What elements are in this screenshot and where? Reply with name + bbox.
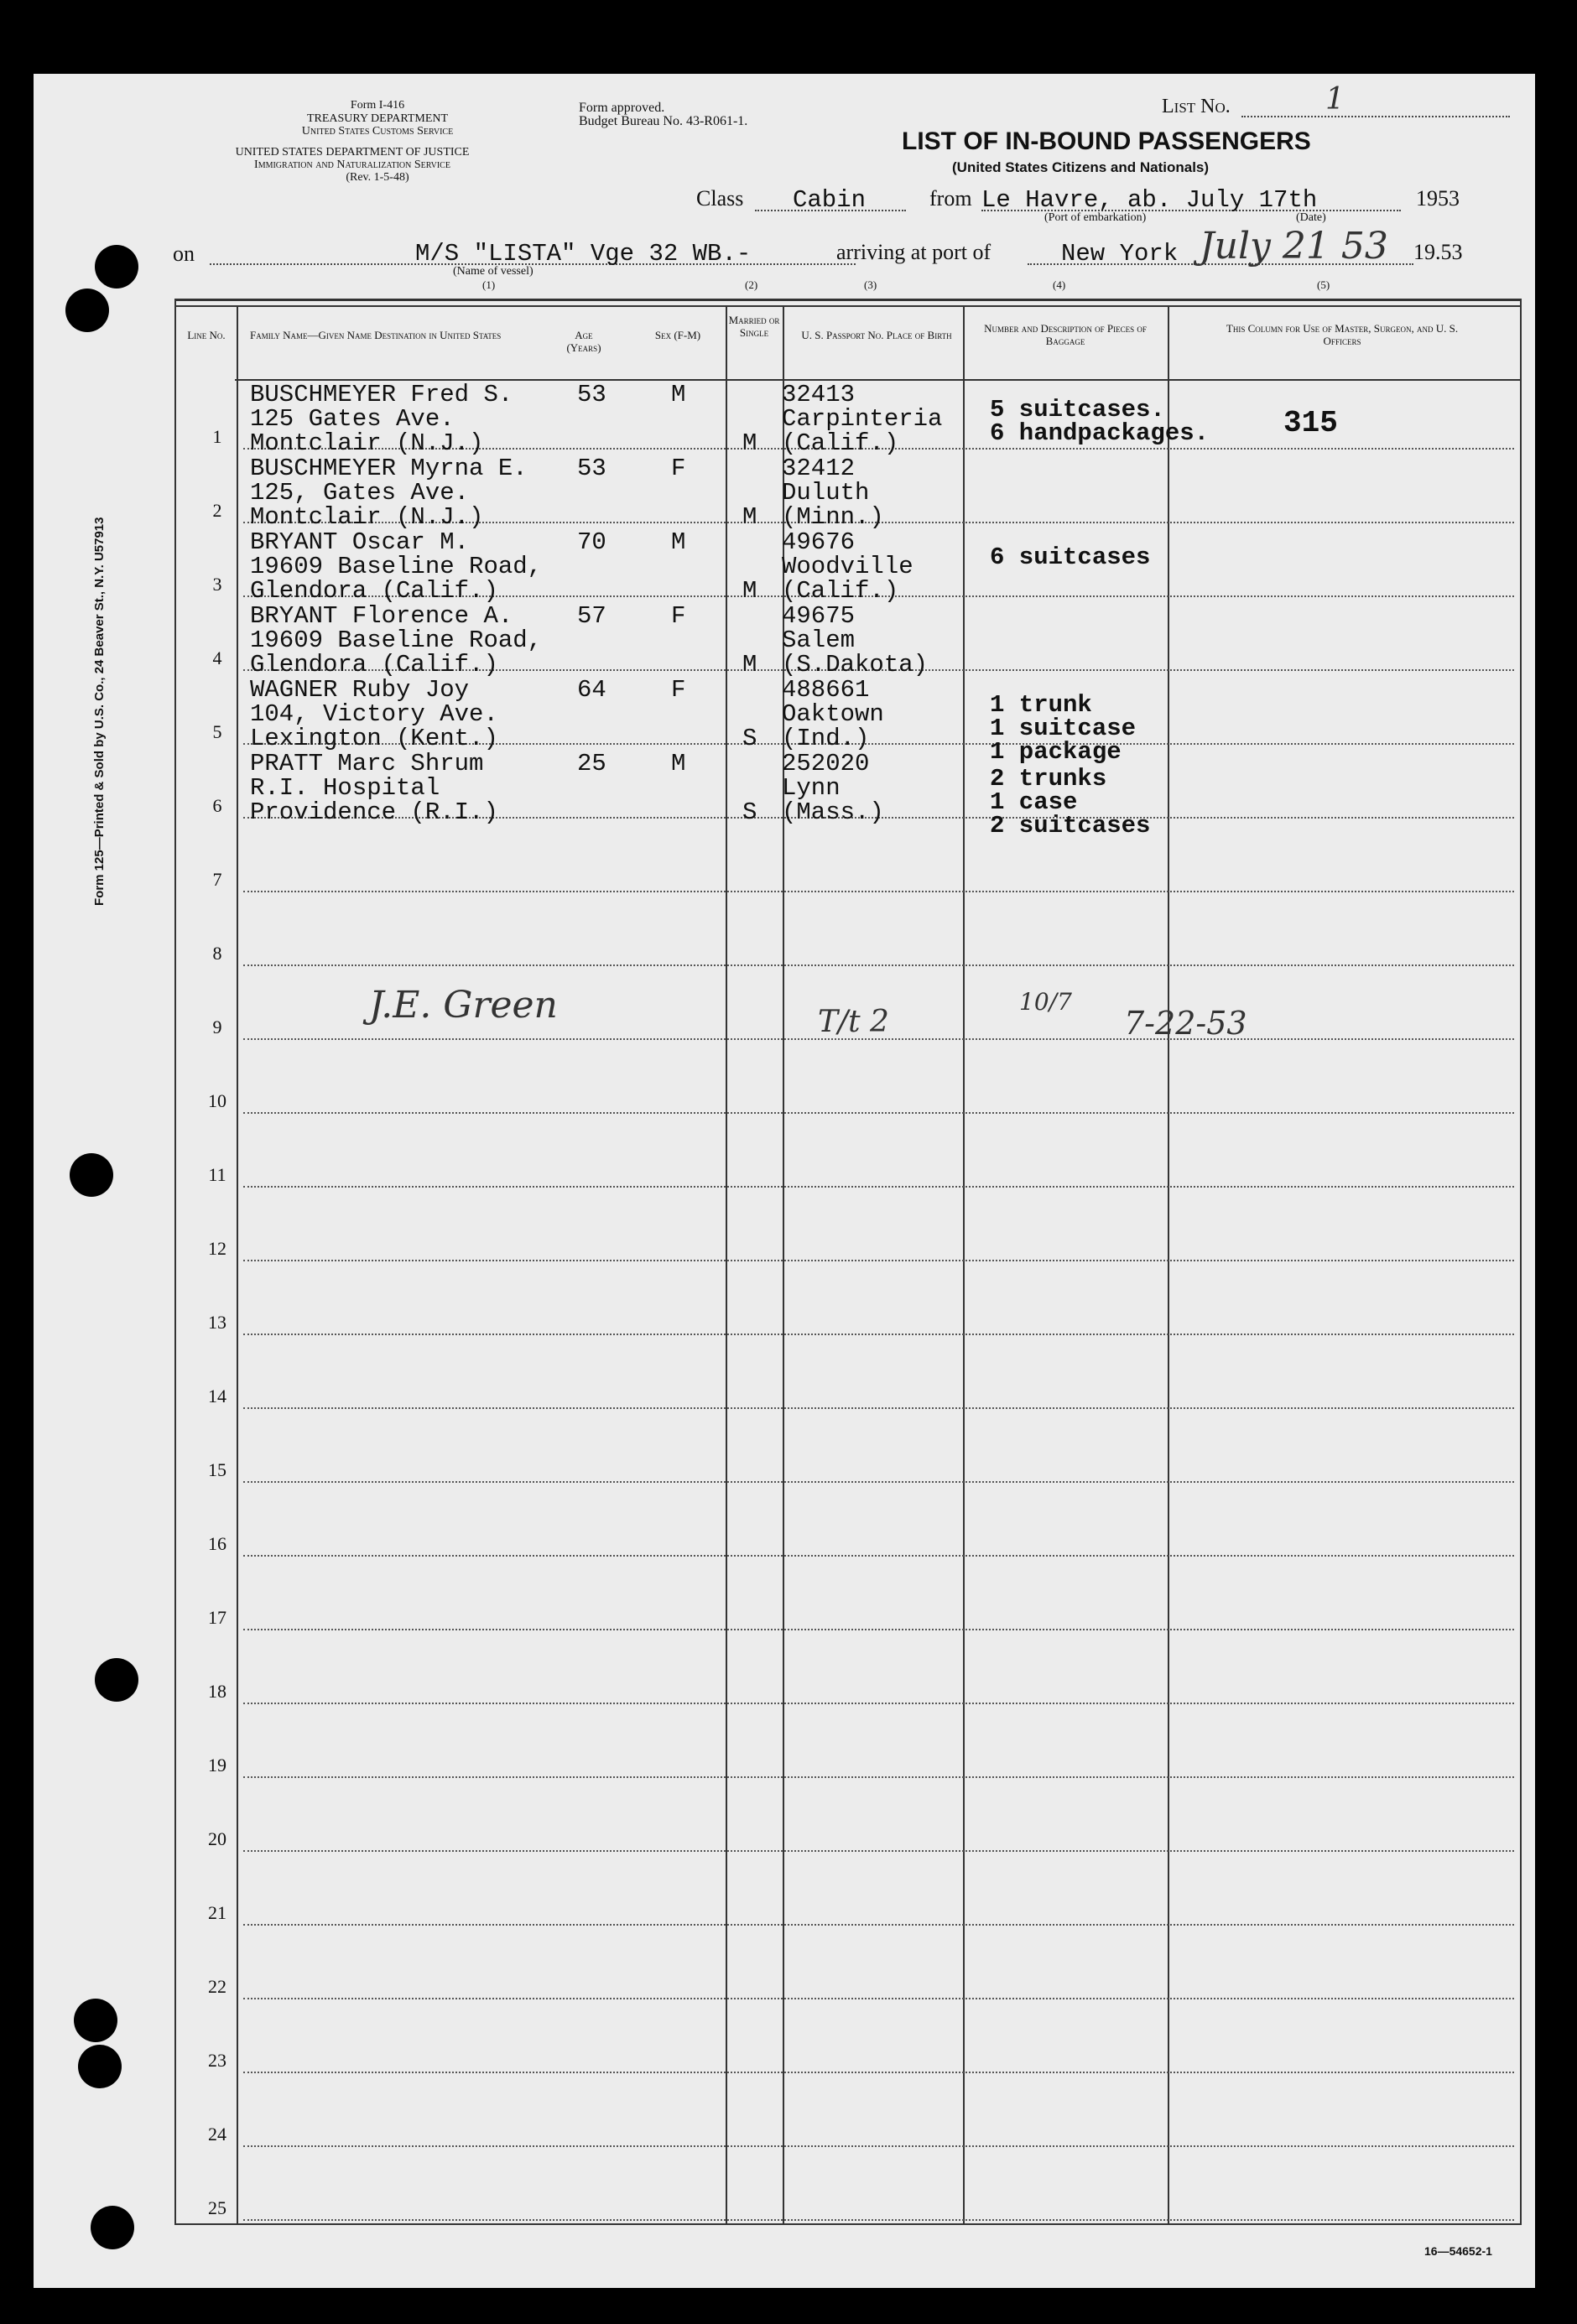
col-head-sex: Sex (F-M)	[654, 329, 701, 341]
punch-hole	[91, 2206, 134, 2249]
baggage-item: 5 suitcases.	[990, 396, 1165, 424]
list-no-value: 1	[1325, 82, 1345, 117]
row-rule	[243, 1334, 1514, 1335]
marital-status: M	[742, 651, 757, 678]
col-head-name: Family Name—Given Name Destination in United States	[250, 329, 502, 341]
embarkation-caption: (Port of embarkation)	[1044, 211, 1147, 224]
birth-place: Lynn	[782, 774, 841, 802]
passenger-sex: F	[671, 455, 686, 482]
table-bottom-border	[174, 2223, 1522, 2225]
line-number: 13	[208, 1312, 226, 1333]
passenger-street: 19609 Baseline Road,	[250, 553, 543, 580]
row-rule	[243, 1407, 1514, 1409]
row-rule	[243, 1703, 1514, 1704]
passport-number: 252020	[782, 750, 870, 777]
passenger-street: R.I. Hospital	[250, 774, 440, 802]
line-number: 15	[208, 1459, 226, 1480]
passport-number: 49676	[782, 528, 856, 556]
arriving-label: arriving at port of	[836, 240, 991, 264]
revision-date: (Rev. 1-5-48)	[346, 171, 409, 184]
col-head-passport: U. S. Passport No. Place of Birth	[801, 329, 952, 341]
passenger-destination: Glendora (Calif.)	[250, 651, 498, 678]
from-label: from	[929, 186, 972, 211]
birth-place: Carpinteria	[782, 405, 943, 433]
marital-status: M	[742, 577, 757, 605]
row-rule	[243, 1998, 1514, 1999]
inspector-signature: J.E. Green	[369, 984, 558, 1027]
passenger-street: 104, Victory Ave.	[250, 700, 498, 728]
table-right-border	[1520, 299, 1522, 2225]
line-number: 11	[208, 1164, 226, 1185]
passport-number: 32412	[782, 455, 856, 482]
passenger-name: BRYANT Florence A.	[250, 602, 513, 630]
baggage-item: 1 trunk	[990, 691, 1092, 719]
row-rule	[243, 2145, 1514, 2147]
line-number: 6	[212, 795, 222, 816]
page-subtitle: (United States Citizens and Nationals)	[952, 159, 1210, 175]
on-label: on	[173, 242, 195, 266]
passport-number: 32413	[782, 381, 856, 408]
row-rule	[243, 1481, 1514, 1483]
form-approved: Form approved.	[579, 101, 665, 115]
passport-number: 488661	[782, 676, 870, 704]
port-value: New York	[1061, 240, 1179, 268]
marital-status: M	[742, 429, 757, 457]
baggage-item: 2 trunks	[990, 765, 1107, 793]
vessel-caption: (Name of vessel)	[453, 265, 533, 278]
line-number: 16	[208, 1533, 226, 1554]
passenger-street: 125 Gates Ave.	[250, 405, 455, 433]
passenger-age: 70	[577, 528, 606, 556]
passenger-sex: M	[671, 528, 686, 556]
date-caption: (Date)	[1296, 211, 1326, 224]
row-rule	[243, 2219, 1514, 2221]
row-rule	[243, 1924, 1514, 1926]
passenger-name: BRYANT Oscar M.	[250, 528, 470, 556]
footer-code: 16—54652-1	[1424, 2244, 1492, 2258]
passenger-age: 57	[577, 602, 606, 630]
birth-state: (Calif.)	[782, 429, 899, 457]
year-value: 1953	[1416, 186, 1460, 211]
birth-place: Woodville	[782, 553, 913, 580]
line-number: 22	[208, 1976, 226, 1997]
baggage-item: 2 suitcases	[990, 812, 1151, 840]
punch-hole	[70, 1153, 113, 1197]
punch-hole	[95, 1658, 138, 1702]
punch-hole	[74, 1999, 117, 2042]
punch-hole	[78, 2045, 122, 2088]
punch-hole	[95, 245, 138, 289]
passenger-sex: F	[671, 676, 686, 704]
col-head-master: This Column for Use of Master, Surgeon, and U. S. Officers	[1226, 322, 1459, 347]
line-number: 2	[212, 500, 222, 521]
passenger-age: 25	[577, 750, 606, 777]
line-number: 4	[212, 647, 222, 668]
line-number: 12	[208, 1238, 226, 1259]
passenger-street: 19609 Baseline Road,	[250, 626, 543, 654]
col-head-line: Line No.	[187, 329, 226, 341]
line-number: 18	[208, 1681, 226, 1702]
justice-heading: UNITED STATES DEPARTMENT OF JUSTICE	[235, 146, 470, 159]
passenger-name: PRATT Marc Shrum	[250, 750, 484, 777]
caption-4: (4)	[1053, 278, 1066, 291]
col-divider-passport	[963, 305, 965, 2225]
punch-hole	[65, 289, 109, 332]
birth-place: Duluth	[782, 479, 870, 507]
passenger-destination: Lexington (Kent.)	[250, 725, 498, 752]
printer-imprint: Form 125—Printed & Sold by U.S. Co., 24 Beaver St., N.Y. U57913	[92, 517, 107, 906]
arrival-date-handwritten: July 21 53	[1200, 225, 1388, 268]
customs-heading: United States Customs Service	[301, 125, 454, 138]
vessel-value: M/S "LISTA" Vge 32 WB.-	[415, 240, 752, 268]
class-value: Cabin	[793, 186, 867, 214]
caption-3: (3)	[864, 278, 877, 291]
caption-1: (1)	[482, 278, 496, 291]
caption-5: (5)	[1317, 278, 1330, 291]
passenger-name: BUSCHMEYER Myrna E.	[250, 455, 528, 482]
passenger-destination: Montclair (N.J.)	[250, 429, 484, 457]
line-number: 14	[208, 1386, 226, 1406]
row-rule	[243, 964, 1514, 966]
col-head-married: Married or Single	[728, 314, 780, 339]
row-rule	[243, 2072, 1514, 2073]
inspector-mark: T/t 2	[818, 1005, 889, 1039]
baggage-item: 1 suitcase	[990, 715, 1137, 742]
birth-state: (Calif.)	[782, 577, 899, 605]
line-number: 1	[212, 426, 222, 447]
row-rule	[243, 1112, 1514, 1114]
birth-state: (Minn.)	[782, 503, 884, 531]
passenger-age: 53	[577, 455, 606, 482]
officer-note: 315	[1283, 406, 1338, 440]
arrival-year: 19.53	[1413, 240, 1463, 264]
treasury-heading: TREASURY DEPARTMENT	[306, 112, 449, 125]
baggage-item: 1 case	[990, 788, 1078, 816]
line-number: 8	[212, 943, 222, 964]
baggage-item: 6 handpackages.	[990, 419, 1210, 447]
passenger-age: 53	[577, 381, 606, 408]
immigration-heading: Immigration and Naturalization Service	[254, 159, 450, 171]
line-number: 23	[208, 2050, 226, 2071]
birth-state: (S.Dakota)	[782, 651, 929, 678]
col-divider-name	[726, 305, 727, 2225]
table-top-border-2	[174, 305, 1522, 307]
budget-bureau: Budget Bureau No. 43-R061-1.	[579, 114, 748, 128]
list-no-field	[1241, 116, 1510, 117]
inspector-fraction: 10/7	[1019, 988, 1072, 1016]
col-head-age: Age (Years)	[566, 329, 601, 354]
col-head-baggage: Number and Description of Pieces of Baggage	[984, 322, 1147, 347]
col-divider-baggage	[1168, 305, 1169, 2225]
passenger-destination: Providence (R.I.)	[250, 798, 498, 826]
line-number: 19	[208, 1755, 226, 1775]
passenger-sex: M	[671, 381, 686, 408]
caption-2: (2)	[745, 278, 758, 291]
line-number: 5	[212, 721, 222, 742]
line-number: 24	[208, 2124, 226, 2145]
passenger-street: 125, Gates Ave.	[250, 479, 470, 507]
birth-place: Salem	[782, 626, 856, 654]
page-title: LIST OF IN-BOUND PASSENGERS	[902, 127, 1311, 155]
line-number: 9	[212, 1016, 222, 1037]
row-rule	[243, 1555, 1514, 1557]
passenger-age: 64	[577, 676, 606, 704]
baggage-item: 6 suitcases	[990, 543, 1151, 571]
passenger-name: BUSCHMEYER Fred S.	[250, 381, 513, 408]
birth-place: Oaktown	[782, 700, 884, 728]
birth-state: (Mass.)	[782, 798, 884, 826]
marital-status: M	[742, 503, 757, 531]
passenger-destination: Montclair (N.J.)	[250, 503, 484, 531]
class-label: Class	[696, 186, 744, 211]
line-number: 25	[208, 2197, 226, 2218]
row-rule	[243, 1850, 1514, 1852]
line-number: 3	[212, 574, 222, 595]
marital-status: S	[742, 798, 757, 826]
marital-status: S	[742, 725, 757, 752]
row-rule	[243, 1260, 1514, 1261]
row-rule	[243, 1776, 1514, 1778]
passenger-destination: Glendora (Calif.)	[250, 577, 498, 605]
birth-state: (Ind.)	[782, 725, 870, 752]
passport-number: 49675	[782, 602, 856, 630]
baggage-item: 1 package	[990, 738, 1122, 766]
passenger-name: WAGNER Ruby Joy	[250, 676, 470, 704]
passenger-sex: M	[671, 750, 686, 777]
list-no-label: List No.	[1162, 96, 1231, 117]
inspection-date: 7-22-53	[1124, 1005, 1247, 1042]
line-number: 17	[208, 1607, 226, 1628]
line-number: 20	[208, 1828, 226, 1849]
manifest-sheet	[34, 74, 1535, 2288]
row-rule	[243, 891, 1514, 892]
line-number: 21	[208, 1902, 226, 1923]
row-rule	[243, 1629, 1514, 1630]
line-number: 7	[212, 869, 222, 890]
passenger-sex: F	[671, 602, 686, 630]
row-rule	[243, 1186, 1514, 1188]
table-left-border	[174, 299, 176, 2225]
line-number: 10	[208, 1090, 226, 1111]
table-top-border	[174, 299, 1522, 301]
from-value: Le Havre, ab. July 17th	[981, 186, 1318, 214]
form-number: Form I-416	[350, 99, 405, 112]
